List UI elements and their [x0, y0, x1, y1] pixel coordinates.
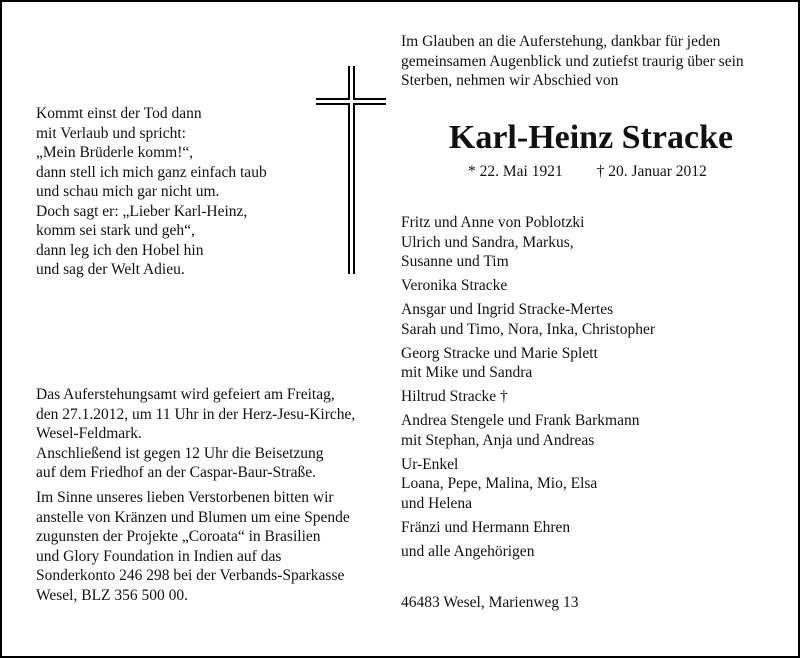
donation-notice — [36, 488, 350, 605]
donation-line: Wesel, BLZ 356 500 00. — [36, 586, 189, 604]
intro-line: Sterben, nehmen wir Abschied von — [401, 72, 619, 89]
birth-date: * 22. Mai 1921 — [468, 163, 563, 180]
family-group — [401, 411, 655, 450]
intro-text — [401, 32, 744, 91]
family-group — [401, 300, 655, 339]
mourner-line: mit Stephan, Anja und Andreas — [401, 431, 595, 449]
intro-line: gemeinsamen Augenblick und zutiefst traurig über sein — [401, 52, 744, 70]
mourner-line: Hiltrud Stracke † — [401, 388, 508, 405]
mourner-line: Fritz und Anne von Poblotzki — [401, 214, 585, 231]
family-group — [401, 213, 655, 272]
mourner-line: mit Mike und Sandra — [401, 364, 533, 381]
poem-line: dann leg ich den Hobel hin — [36, 241, 204, 259]
poem-line: mit Verlaub und spricht: — [36, 124, 186, 142]
mourner-line: Loana, Pepe, Malina, Mio, Elsa — [401, 475, 598, 492]
service-line: Anschließend ist gegen 12 Uhr die Beisetzung — [36, 444, 324, 462]
family-group — [401, 518, 655, 538]
donation-line: Sonderkonto 246 298 bei der Verbands-Sparkasse — [36, 567, 345, 584]
mourner-line: Ansgar und Ingrid Stracke-Mertes — [401, 301, 614, 318]
mourner-line: Ur-Enkel — [401, 455, 459, 473]
latin-cross-icon — [316, 66, 386, 274]
poem-line: und schau mich gar nicht um. — [36, 183, 220, 200]
poem-line: „Mein Brüderle komm!“, — [36, 144, 194, 161]
donation-line: und Glory Foundation in Indien auf das — [36, 547, 282, 565]
service-notice — [36, 385, 355, 483]
mourner-line: Sarah und Timo, Nora, Inka, Christopher — [401, 320, 656, 338]
poem-line: Kommt einst der Tod dann — [36, 105, 202, 122]
family-group — [401, 276, 655, 296]
donation-line: anstelle von Kränzen und Blumen um eine Spende — [36, 508, 350, 526]
donation-line: Im Sinne unseres lieben Verstorbenen bitten wir — [36, 489, 334, 506]
mourner-line: Ulrich und Sandra, Markus, — [401, 233, 574, 251]
mourner-line: und alle Angehörigen — [401, 542, 535, 560]
poem-line: und sag der Welt Adieu. — [36, 261, 185, 278]
mourner-line: Andrea Stengele und Frank Barkmann — [401, 412, 640, 429]
family-group — [401, 542, 655, 562]
mourners-list — [401, 213, 655, 566]
poem-line: dann stell ich mich ganz einfach taub — [36, 163, 267, 181]
poem — [36, 104, 267, 280]
poem-line: komm sei stark und geh“, — [36, 222, 195, 239]
mourner-line: Veronika Stracke — [401, 277, 508, 294]
mourner-line: Fränzi und Hermann Ehren — [401, 518, 571, 536]
mourner-line: und Helena — [401, 494, 473, 512]
service-line: auf dem Friedhof an der Caspar-Baur-Straße. — [36, 464, 316, 481]
family-group — [401, 344, 655, 383]
deceased-name: Karl-Heinz Stracke — [448, 119, 734, 156]
service-line: den 27.1.2012, um 11 Uhr in der Herz-Jesu-Kirche, — [36, 405, 356, 423]
poem-line: Doch sagt er: „Lieber Karl-Heinz, — [36, 202, 248, 220]
service-line: Das Auferstehungsamt wird gefeiert am Freitag, — [36, 386, 335, 403]
family-group — [401, 387, 655, 407]
mourner-line: Susanne und Tim — [401, 253, 509, 270]
death-date: † 20. Januar 2012 — [596, 163, 707, 180]
mourner-line: Georg Stracke und Marie Splett — [401, 344, 598, 362]
family-group — [401, 455, 655, 514]
service-line: Wesel-Feldmark. — [36, 425, 142, 442]
life-dates — [468, 163, 707, 181]
family-address: 46483 Wesel, Marienweg 13 — [401, 594, 579, 611]
donation-line: zugunsten der Projekte „Coroata“ in Brasilien — [36, 528, 321, 545]
intro-line: Im Glauben an die Auferstehung, dankbar für jeden — [401, 33, 721, 50]
